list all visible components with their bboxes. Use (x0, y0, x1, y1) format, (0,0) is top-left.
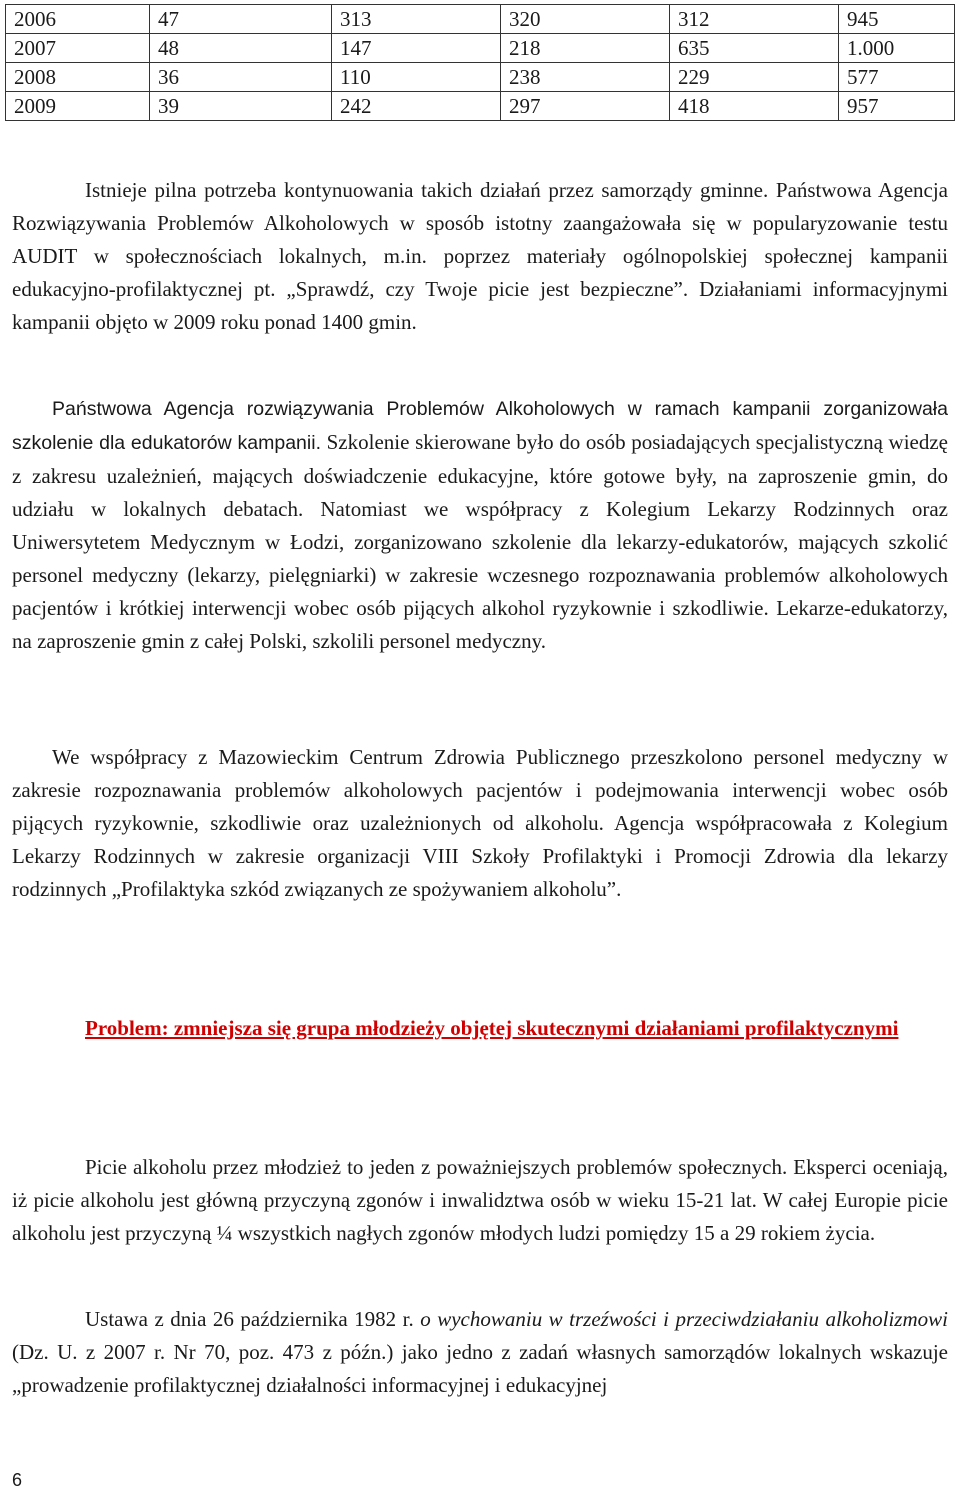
paragraph-text: Istnieje pilna potrzeba kontynuowania takich działań przez samorządy gminne. Państwowa Agencja Rozwiązywania Problemów Alkoholowych w sposób istotny zaangażowała się w popularyzowanie testu AUDIT w społecznościach lokalnych, m.in. poprzez materiały ogólnopolskiej społecznej kampanii edukacyjno-profilaktycznej pt. „Sprawdź, czy Twoje picie jest bezpieczne”. Działaniami informacyjnymi kampanii objęto w 2009 roku ponad 1400 gmin. (12, 178, 948, 334)
page-number: 6 (12, 1470, 23, 1490)
table-cell: 229 (670, 63, 839, 92)
table-cell: 1.000 (839, 34, 955, 63)
paragraph-mazowieckie (12, 741, 948, 906)
problem-heading (12, 1012, 948, 1045)
table-cell: 418 (670, 92, 839, 121)
table-cell: 320 (501, 5, 670, 34)
table-cell: 313 (332, 5, 501, 34)
law-title: o wychowaniu w trzeźwości i przeciwdziałaniu alkoholizmowi (420, 1307, 948, 1331)
paragraph-law (12, 1303, 948, 1402)
problem-heading-text: Problem: zmniejsza się grupa młodzieży objętej skutecznymi działaniami profilaktycznymi (85, 1016, 899, 1040)
table-cell: 242 (332, 92, 501, 121)
table-cell: 39 (150, 92, 332, 121)
table-cell: 957 (839, 92, 955, 121)
paragraph-youth-drinking (12, 1151, 948, 1250)
table-cell: 2007 (6, 34, 150, 63)
table-cell: 297 (501, 92, 670, 121)
table-cell: 2008 (6, 63, 150, 92)
table-cell: 945 (839, 5, 955, 34)
statistics-table (5, 4, 955, 121)
table-row (6, 5, 955, 34)
law-text-pre: Ustawa z dnia 26 października 1982 r. (85, 1307, 421, 1331)
table-cell: 218 (501, 34, 670, 63)
table-cell: 2009 (6, 92, 150, 121)
table-cell: 110 (332, 63, 501, 92)
paragraph-training (12, 392, 948, 658)
law-text-post: (Dz. U. z 2007 r. Nr 70, poz. 473 z późn.) jako jedno z zadań własnych samorządów lokalnych wskazuje „prowadzenie profilaktycznej działalności informacyjnej i edukacyjnej (12, 1340, 948, 1397)
table-cell: 2006 (6, 5, 150, 34)
paragraph-text: Picie alkoholu przez młodzież to jeden z poważniejszych problemów społecznych. Eksperci oceniają, iż picie alkoholu jest główną przyczyną zgonów i inwalidztwa osób w wieku 15-21 lat. W całej Europie picie alkoholu jest przyczyną ¼ wszystkich nagłych zgonów młodych ludzi pomiędzy 15 a 29 rokiem życia. (12, 1155, 948, 1245)
table-cell: 47 (150, 5, 332, 34)
table-row (6, 92, 955, 121)
table-cell: 48 (150, 34, 332, 63)
table-cell: 577 (839, 63, 955, 92)
table-cell: 147 (332, 34, 501, 63)
table-cell: 238 (501, 63, 670, 92)
table-row (6, 63, 955, 92)
paragraph-text: We współpracy z Mazowieckim Centrum Zdrowia Publicznego przeszkolono personel medyczny w zakresie rozpoznawania problemów alkoholowych pacjentów i podejmowania interwencji wobec osób pijących ryzykownie, szkodliwie oraz uzależnionych od alkoholu. Agencja współpracowała z Kolegium Lekarzy Rodzinnych w zakresie organizacji VIII Szkoły Profilaktyki i Promocji Zdrowia dla lekarzy rodzinnych „Profilaktyka szkód związanych ze spożywaniem alkoholu”. (12, 745, 948, 901)
table-row (6, 34, 955, 63)
table-cell: 36 (150, 63, 332, 92)
paragraph-audit-campaign (12, 174, 948, 339)
paragraph-text-sans: Państwowa Agencja rozwiązywania Problemów Alkoholowych w ramach kampanii zorganizowała szkolenie dla edukatorów kampanii. (12, 398, 948, 454)
table-cell: 635 (670, 34, 839, 63)
table-cell: 312 (670, 5, 839, 34)
paragraph-text-serif: Szkolenie skierowane było do osób posiadających specjalistyczną wiedzę z zakresu uzależnień, mających doświadczenie edukacyjne, które gotowe były, na zaproszenie gmin, do udziału w lokalnych debatach. Natomiast we współpracy z Kolegium Lekarzy Rodzinnych oraz Uniwersytetem Medycznym w Łodzi, zorganizowano szkolenie dla lekarzy-edukatorów, mających szkolić personel medyczny (lekarzy, pielęgniarki) w zakresie wczesnego rozpoznawania problemów alkoholowych pacjentów i krótkiej interwencji wobec osób pijących alkohol ryzykownie i szkodliwie. Lekarze-edukatorzy, na zaproszenie gmin z całej Polski, szkolili personel medyczny. (12, 430, 949, 653)
